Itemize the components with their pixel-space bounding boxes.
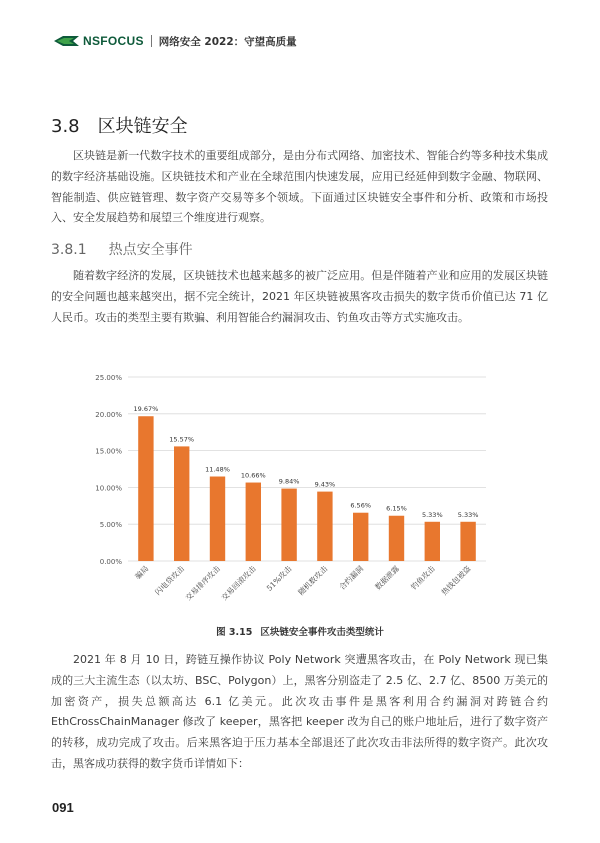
figure-number: 图 3.15 [216,627,253,638]
x-tick-label: 骗局 [133,564,151,582]
y-tick-label: 10.00% [95,484,122,493]
subsection-heading [51,239,193,259]
paragraph-overview: 随着数字经济的发展，区块链技术也越来越多的被广泛应用。但是伴随着产业和应用的发展区块链的安全问题也越来越突出，据不完全统计，2021 年区块链被黑客攻击损失的数字货币价值已达 71 亿人民币。攻击的类型主要有欺骗、利用智能合约漏洞攻击、钓鱼攻击等方式实施攻击。 [51,269,548,324]
x-tick-label: 热钱包被盗 [439,564,473,597]
data-label: 15.57% [169,435,195,444]
x-tick-label: 钓鱼攻击 [409,564,437,592]
bar [246,483,261,561]
nsfocus-logo-icon [54,34,80,48]
paragraph-poly-network: 2021 年 8 月 10 日，跨链互操作协议 Poly Network 突遭黑客攻击，在 Poly Network 现已集成的三大主流生态（以太坊、BSC、Polygon）上，黑客分别盗走了 2.5 亿、2.7 亿、8500 万美元的加密资产，损失总额高达 6.1 亿美元。此次攻击事件是黑客利用合约漏洞对跨链合约 EthCrossChainManager 修改了 keeper，黑客把 keeper 改为自己的账户地址后，进行了数字资产的转移，成功完成了攻击。后来黑客迫于压力基本全部退还了此次攻击非法所得的数字资产。此次攻击，黑客成功获得的数字货币详情如下： [51,653,548,770]
bar [281,489,296,561]
document-title: 网络安全 2022：守望高质量 [158,35,297,48]
data-label: 6.15% [386,504,407,513]
x-tick-label: 闪电贷攻击 [153,564,187,597]
bar [425,522,440,561]
page-header [54,28,297,54]
section-heading [51,112,188,138]
data-label: 5.33% [457,510,479,519]
bar [174,446,189,561]
nsfocus-logo [54,34,144,48]
data-label: 5.33% [421,510,443,519]
y-tick-label: 0.00% [99,558,122,566]
subsection-title: 热点安全事件 [108,242,193,258]
data-label: 9.43% [314,480,336,489]
data-label: 11.48% [205,465,230,474]
section-title: 区块链安全 [97,116,188,137]
header-divider [151,35,152,47]
bar [389,516,404,561]
x-tick-label: 数据泄露 [373,564,401,592]
figure-title: 区块链安全事件攻击类型统计 [260,627,384,638]
data-label: 6.56% [350,501,372,510]
data-label: 19.67% [133,405,159,414]
x-tick-label: 交易排序攻击 [183,564,222,603]
y-tick-label: 25.00% [95,374,122,382]
bar [460,522,475,561]
x-tick-label: 合约漏洞 [337,564,366,592]
y-tick-label: 5.00% [99,521,122,530]
x-tick-label: 随机数攻击 [296,564,330,597]
bar [353,513,368,561]
y-tick-label: 15.00% [95,447,122,456]
brand-name: NSFOCUS [83,34,144,48]
y-tick-label: 20.00% [95,410,122,419]
x-tick-label: 51%攻击 [264,564,294,593]
data-label: 10.66% [240,471,266,480]
bar [317,492,332,561]
section-intro-paragraph: 区块链是新一代数字技术的重要组成部分，是由分布式网络、加密技术、智能合约等多种技术集成的数字经济基础设施。区块链技术和产业在全球范围内快速发展，应用已经延伸到数字金融、物联网、智能制造、供应链管理、数字资产交易等多个领域。下面通过区块链安全事件和分析、政策和市场投入、安全发展趋势和展望三个维度进行观察。 [51,149,548,225]
bar [210,477,225,561]
x-tick-label: 交易回滚攻击 [219,564,258,603]
section-number: 3.8 [51,116,80,137]
subsection-number: 3.8.1 [51,242,87,258]
attack-type-bar-chart [0,362,600,617]
bar [138,416,153,561]
figure-caption [0,624,600,638]
data-label: 9.84% [278,477,300,486]
page-number: 091 [52,800,74,815]
